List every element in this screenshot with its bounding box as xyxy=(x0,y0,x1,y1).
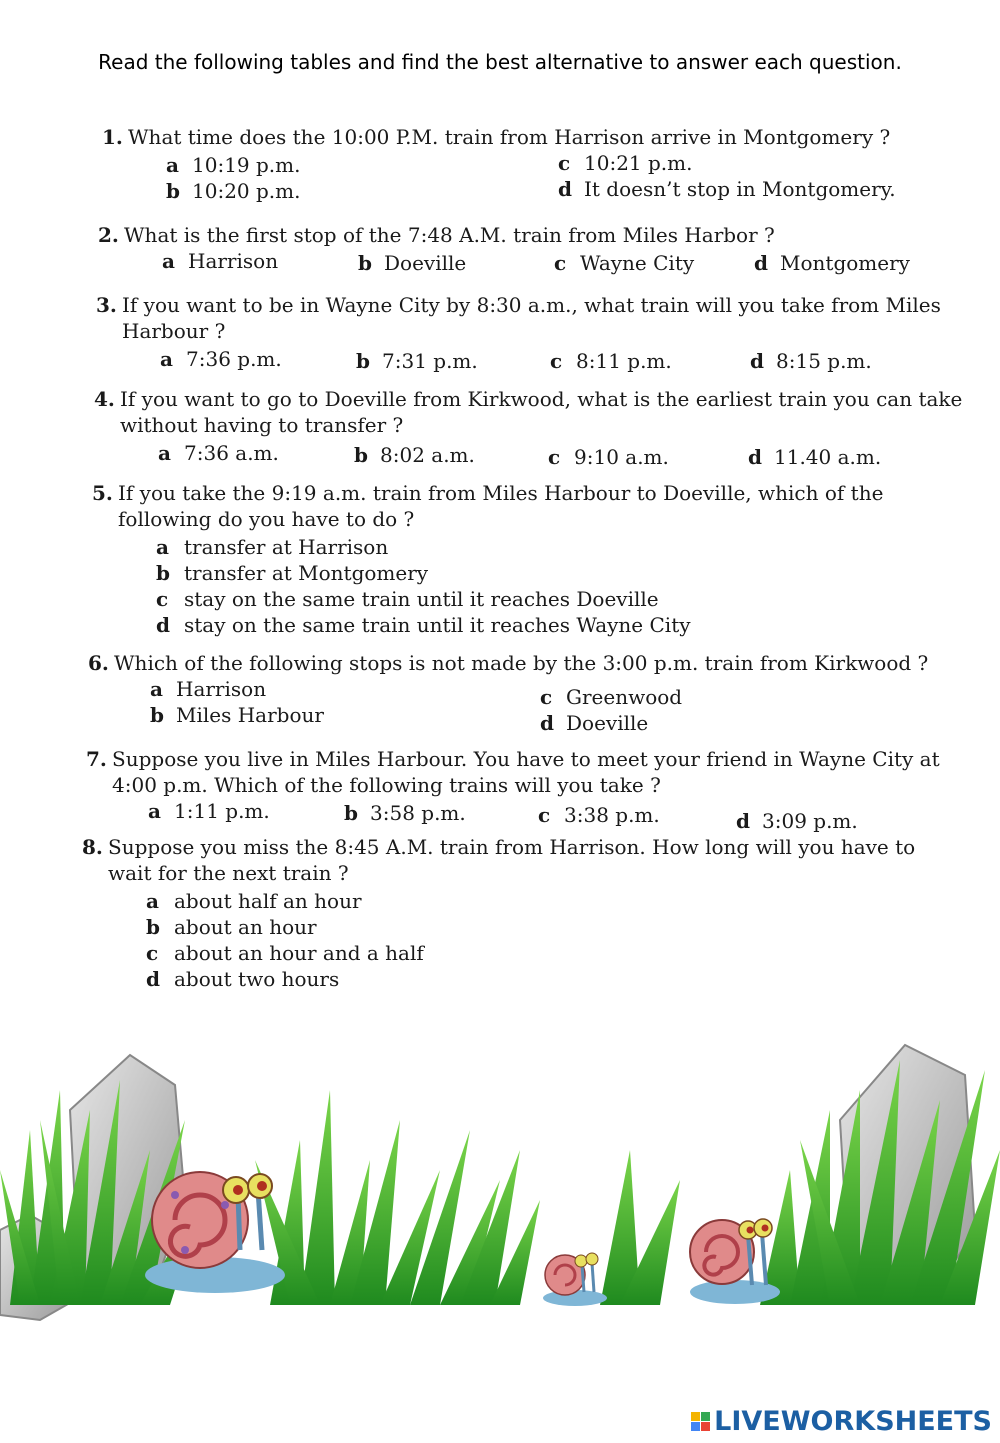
snail-icon xyxy=(690,1219,780,1304)
grass-snail-scene xyxy=(0,1030,1000,1360)
option-b[interactable]: b 7:31 p.m. xyxy=(356,349,478,373)
option-d[interactable]: d 11.40 a.m. xyxy=(748,445,882,469)
liveworksheets-logo xyxy=(691,1406,992,1437)
option-b[interactable]: b about an hour xyxy=(146,915,317,939)
question-5 xyxy=(92,480,972,638)
option-b[interactable]: b transfer at Montgomery xyxy=(156,561,429,585)
option-a[interactable]: a about half an hour xyxy=(146,889,362,913)
question-number: 5. xyxy=(92,481,113,505)
question-text: What time does the 10:00 P.M. train from Harrison arrive in Montgomery ? xyxy=(128,125,891,149)
option-c[interactable]: c 8:11 p.m. xyxy=(550,349,672,373)
option-d[interactable]: d Montgomery xyxy=(754,251,910,275)
option-c[interactable]: c 10:21 p.m. xyxy=(558,151,693,175)
option-b[interactable]: b 8:02 a.m. xyxy=(354,443,475,467)
question-text: If you take the 9:19 a.m. train from Miles Harbour to Doeville, which of the xyxy=(118,481,884,505)
option-b[interactable]: b 10:20 p.m. xyxy=(166,179,301,203)
question-text-cont: 4:00 p.m. Which of the following trains will you take ? xyxy=(112,773,661,797)
snail-icon xyxy=(145,1172,285,1293)
option-b[interactable]: b Doeville xyxy=(358,251,467,275)
question-2 xyxy=(98,222,968,278)
question-number: 8. xyxy=(82,835,103,859)
option-a[interactable]: a 1:11 p.m. xyxy=(148,799,270,823)
grass-icon xyxy=(255,1090,680,1305)
option-c[interactable]: c Greenwood xyxy=(540,685,683,709)
option-a[interactable]: a 7:36 a.m. xyxy=(158,441,279,465)
option-d[interactable]: d 8:15 p.m. xyxy=(750,349,872,373)
question-text: Suppose you miss the 8:45 A.M. train from Harrison. How long will you have to xyxy=(108,835,916,859)
question-text: If you want to be in Wayne City by 8:30 a.m., what train will you take from Miles xyxy=(122,293,941,317)
option-a[interactable]: a 10:19 p.m. xyxy=(166,153,301,177)
question-text: What is the first stop of the 7:48 A.M. train from Miles Harbor ? xyxy=(124,223,775,247)
option-d[interactable]: d It doesn’t stop in Montgomery. xyxy=(558,177,896,201)
logo-icon xyxy=(691,1412,710,1431)
option-d[interactable]: d about two hours xyxy=(146,967,340,991)
option-b[interactable]: b Miles Harbour xyxy=(150,703,324,727)
question-text: Which of the following stops is not made by the 3:00 p.m. train from Kirkwood ? xyxy=(114,651,929,675)
question-text-cont: Harbour ? xyxy=(122,319,226,343)
question-number: 3. xyxy=(96,293,117,317)
question-text: If you want to go to Doeville from Kirkwood, what is the earliest train you can take xyxy=(120,387,963,411)
option-a[interactable]: a Harrison xyxy=(162,249,279,273)
option-a[interactable]: a Harrison xyxy=(150,677,267,701)
option-c[interactable]: c 3:38 p.m. xyxy=(538,803,660,827)
option-c[interactable]: c stay on the same train until it reaches Doeville xyxy=(156,587,659,611)
option-b[interactable]: b 3:58 p.m. xyxy=(344,801,466,825)
question-1 xyxy=(102,124,962,204)
option-d[interactable]: d 3:09 p.m. xyxy=(736,809,858,833)
option-c[interactable]: c about an hour and a half xyxy=(146,941,424,965)
option-d[interactable]: d Doeville xyxy=(540,711,649,735)
question-text: Suppose you live in Miles Harbour. You have to meet your friend in Wayne City at xyxy=(112,747,940,771)
instruction-text: Read the following tables and find the best alternative to answer each question. xyxy=(98,50,902,74)
question-number: 7. xyxy=(86,747,107,771)
question-number: 6. xyxy=(88,651,109,675)
option-a[interactable]: a 7:36 p.m. xyxy=(160,347,282,371)
brand-name: LIVEWORKSHEETS xyxy=(714,1406,992,1437)
question-4 xyxy=(94,386,974,468)
question-8 xyxy=(82,834,962,992)
option-d[interactable]: d stay on the same train until it reaches Wayne City xyxy=(156,613,691,637)
question-7 xyxy=(86,746,966,833)
snail-icon xyxy=(543,1253,607,1306)
question-text-cont: without having to transfer ? xyxy=(120,413,404,437)
question-number: 2. xyxy=(98,223,119,247)
question-number: 1. xyxy=(102,125,123,149)
question-text-cont: wait for the next train ? xyxy=(108,861,349,885)
option-c[interactable]: c 9:10 a.m. xyxy=(548,445,669,469)
option-c[interactable]: c Wayne City xyxy=(554,251,695,275)
question-6 xyxy=(88,650,968,735)
option-a[interactable]: a transfer at Harrison xyxy=(156,535,389,559)
question-3 xyxy=(96,292,976,374)
question-text-cont: following do you have to do ? xyxy=(118,507,415,531)
question-number: 4. xyxy=(94,387,115,411)
